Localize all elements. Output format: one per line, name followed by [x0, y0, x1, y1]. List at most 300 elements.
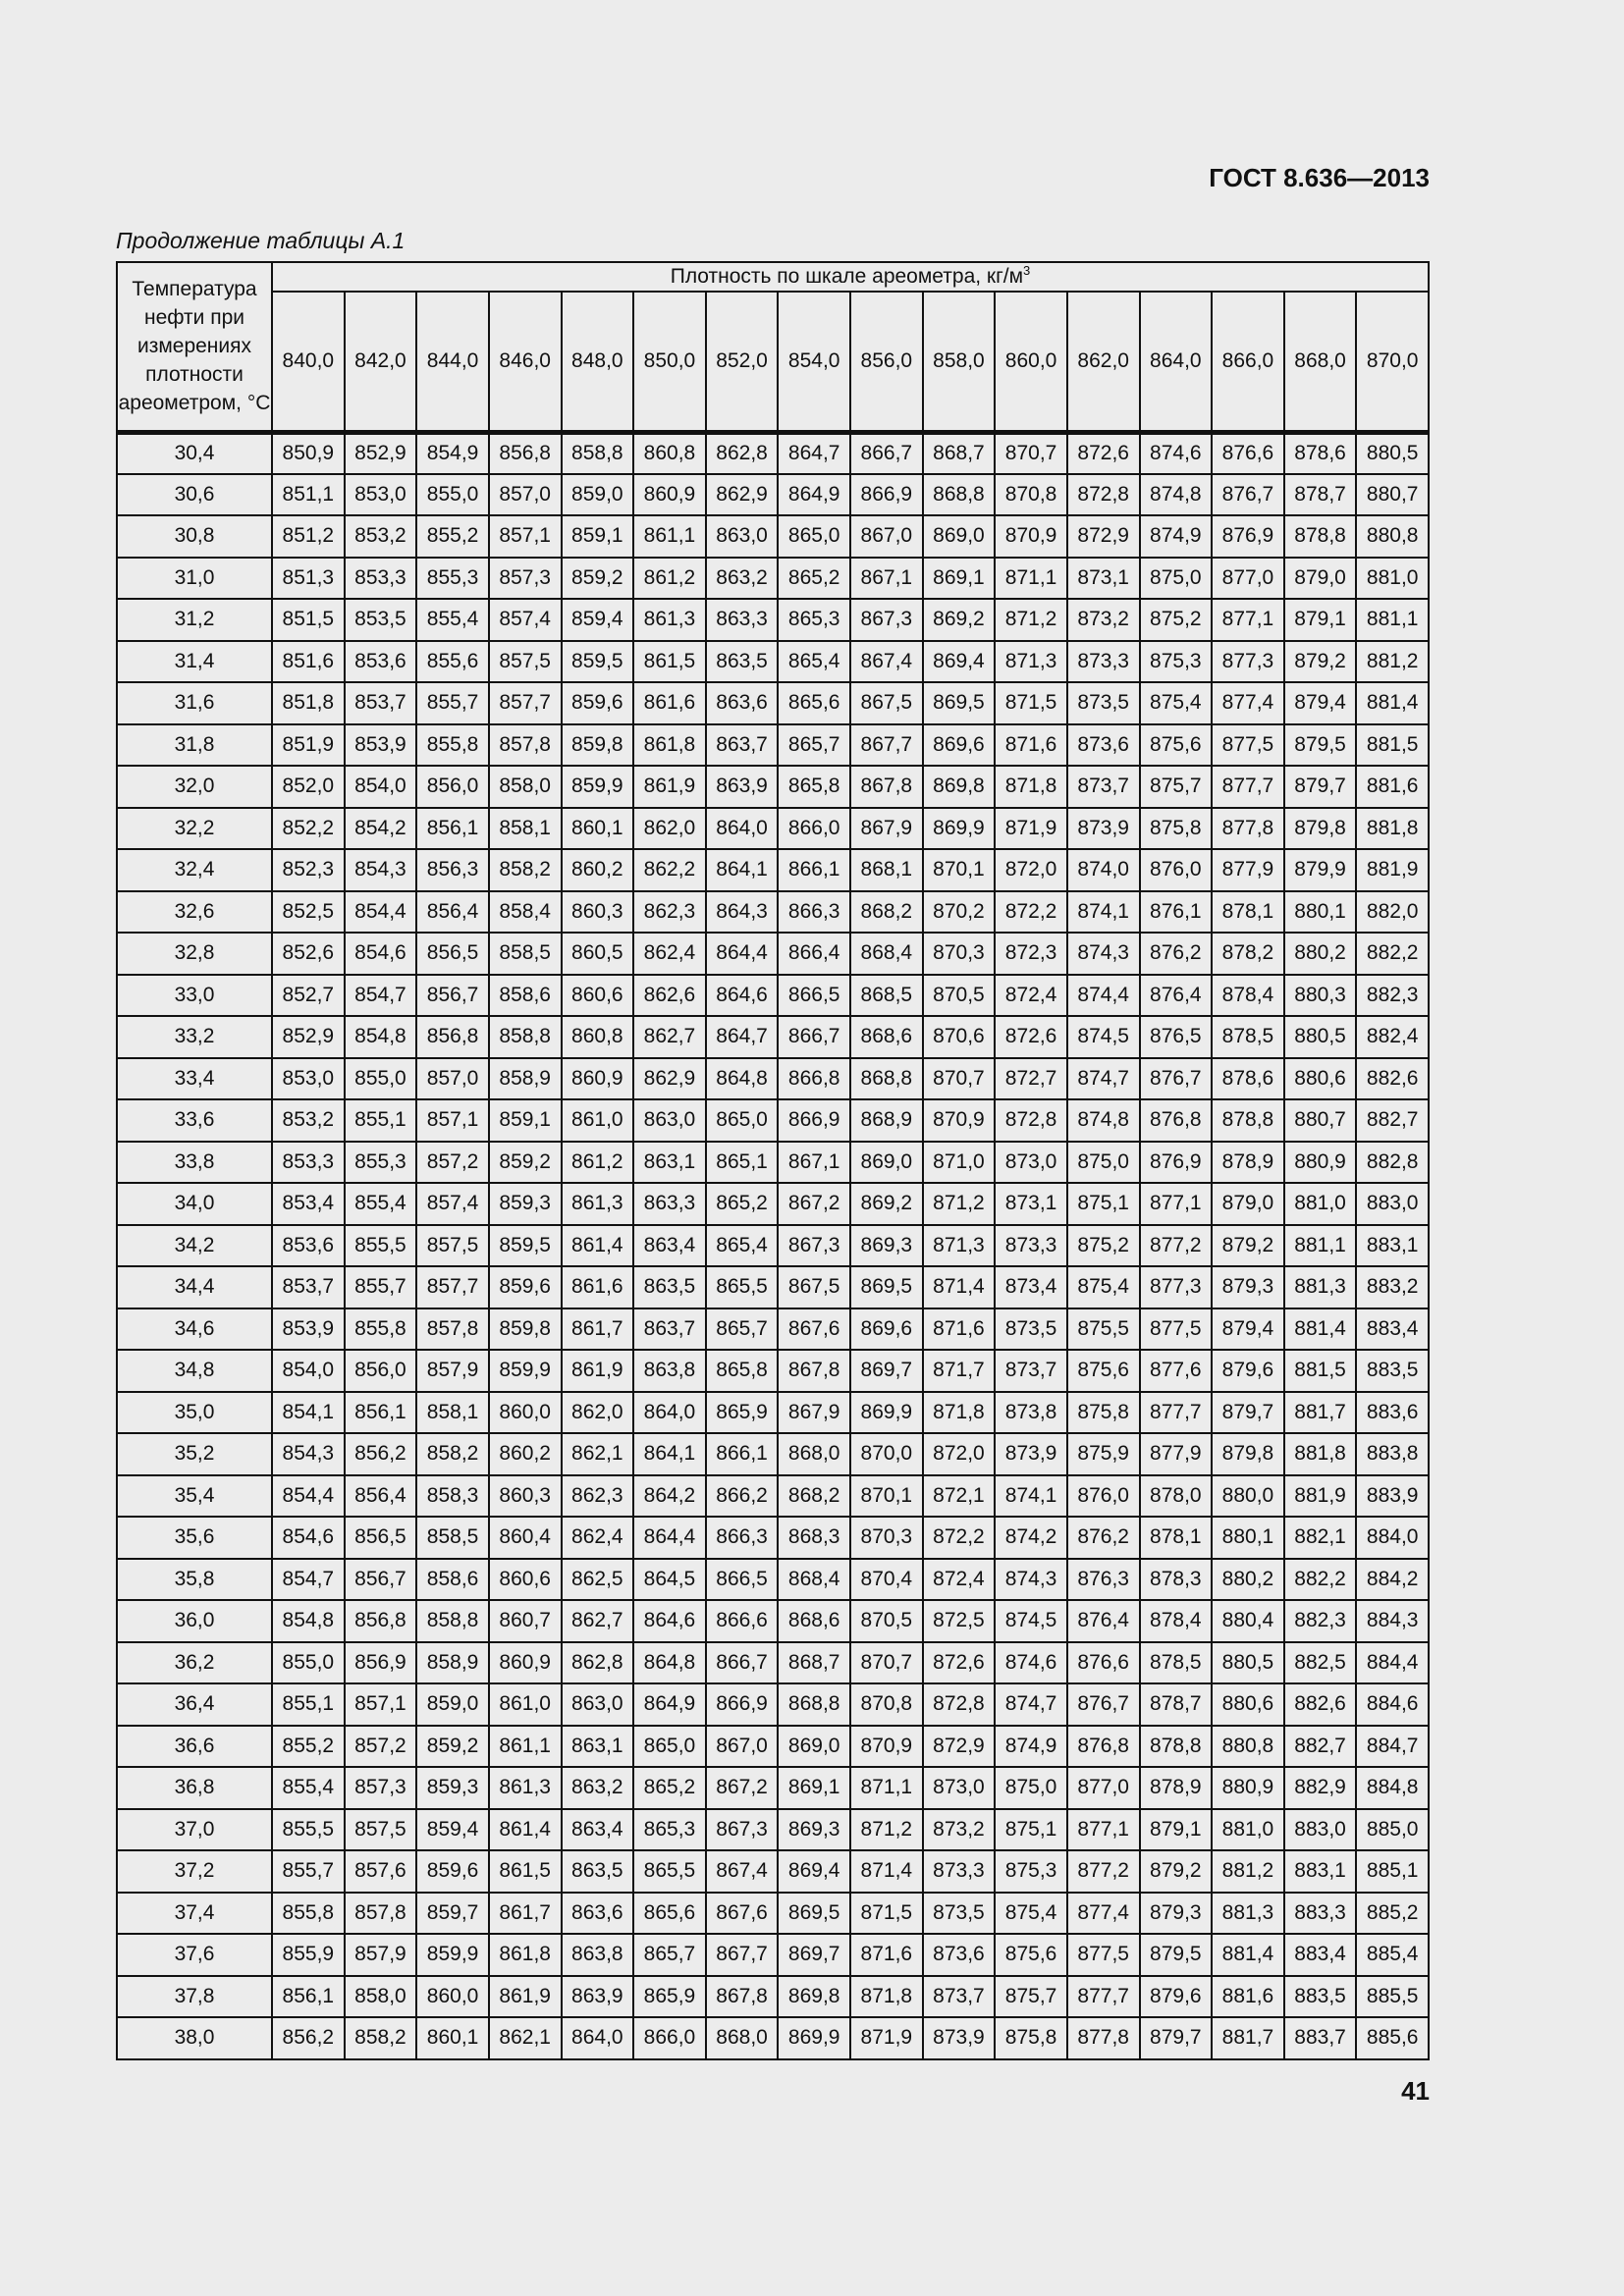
temperature-cell: 36,0: [117, 1600, 272, 1642]
density-cell: 872,0: [923, 1433, 996, 1475]
density-cell: 870,1: [850, 1475, 923, 1518]
density-column-group-header: [272, 262, 1429, 292]
density-cell: 863,3: [633, 1183, 706, 1225]
density-cell: 869,8: [778, 1976, 850, 2018]
temperature-cell: 37,0: [117, 1809, 272, 1851]
density-cell: 859,0: [562, 474, 634, 516]
density-cell: 865,0: [778, 515, 850, 558]
density-cell: 861,3: [562, 1183, 634, 1225]
density-cell: 875,7: [1140, 766, 1213, 808]
density-cell: 884,6: [1356, 1683, 1429, 1726]
density-cell: 859,2: [489, 1142, 562, 1184]
density-cell: 882,5: [1284, 1642, 1357, 1684]
density-cell: 865,9: [633, 1976, 706, 2018]
density-cell: 867,5: [778, 1266, 850, 1308]
density-cell: 858,5: [416, 1517, 489, 1559]
density-cell: 851,9: [272, 724, 345, 767]
density-cell: 875,4: [995, 1893, 1067, 1935]
density-cell: 858,3: [416, 1475, 489, 1518]
density-cell: 868,4: [778, 1559, 850, 1601]
density-cell: 871,1: [995, 558, 1067, 600]
density-cell: 868,0: [706, 2017, 779, 2059]
density-cell: 865,0: [633, 1726, 706, 1768]
density-cell: 879,7: [1212, 1392, 1284, 1434]
density-column-header: 862,0: [1067, 292, 1140, 432]
density-cell: 862,0: [562, 1392, 634, 1434]
density-cell: 871,3: [923, 1225, 996, 1267]
density-cell: 853,7: [345, 682, 417, 724]
density-cell: 870,3: [923, 933, 996, 975]
density-cell: 859,6: [416, 1850, 489, 1893]
temperature-cell: 33,2: [117, 1016, 272, 1058]
density-cell: 858,8: [562, 432, 634, 474]
density-cell: 884,0: [1356, 1517, 1429, 1559]
table-row: [117, 766, 1429, 808]
density-cell: 875,1: [1067, 1183, 1140, 1225]
density-cell: 879,7: [1140, 2017, 1213, 2059]
density-column-header: 864,0: [1140, 292, 1213, 432]
density-cell: 854,7: [345, 975, 417, 1017]
table-row: [117, 515, 1429, 558]
temperature-cell: 31,0: [117, 558, 272, 600]
density-cell: 851,1: [272, 474, 345, 516]
temperature-cell: 36,6: [117, 1726, 272, 1768]
density-cell: 866,5: [706, 1559, 779, 1601]
density-cell: 865,5: [633, 1850, 706, 1893]
density-cell: 874,9: [995, 1726, 1067, 1768]
density-cell: 862,9: [706, 474, 779, 516]
density-cell: 853,0: [272, 1058, 345, 1100]
density-cell: 873,0: [995, 1142, 1067, 1184]
density-cell: 877,5: [1140, 1308, 1213, 1351]
density-cell: 866,4: [778, 933, 850, 975]
table-row: [117, 1266, 1429, 1308]
density-cell: 882,2: [1284, 1559, 1357, 1601]
density-cell: 878,7: [1140, 1683, 1213, 1726]
table-row: [117, 1058, 1429, 1100]
density-cell: 872,8: [923, 1683, 996, 1726]
density-cell: 878,6: [1284, 432, 1357, 474]
density-cell: 873,6: [1067, 724, 1140, 767]
density-cell: 860,0: [489, 1392, 562, 1434]
density-cell: 882,4: [1356, 1016, 1429, 1058]
density-cell: 854,4: [272, 1475, 345, 1518]
table-row: [117, 1183, 1429, 1225]
density-cell: 865,2: [706, 1183, 779, 1225]
density-cell: 853,3: [345, 558, 417, 600]
density-cell: 862,3: [633, 891, 706, 934]
density-cell: 868,1: [850, 849, 923, 891]
density-cell: 853,6: [272, 1225, 345, 1267]
density-column-header: 852,0: [706, 292, 779, 432]
density-cell: 880,9: [1284, 1142, 1357, 1184]
density-cell: 873,4: [995, 1266, 1067, 1308]
density-cell: 876,8: [1140, 1099, 1213, 1142]
density-cell: 859,2: [562, 558, 634, 600]
density-cell: 865,6: [633, 1893, 706, 1935]
density-cell: 856,4: [416, 891, 489, 934]
density-cell: 864,2: [633, 1475, 706, 1518]
density-cell: 875,2: [1140, 599, 1213, 641]
table-row: [117, 1392, 1429, 1434]
density-column-header: 856,0: [850, 292, 923, 432]
temperature-cell: 30,6: [117, 474, 272, 516]
density-cell: 854,6: [345, 933, 417, 975]
density-cell: 883,0: [1284, 1809, 1357, 1851]
density-cell: 855,1: [345, 1099, 417, 1142]
density-cell: 859,8: [562, 724, 634, 767]
density-cell: 864,4: [706, 933, 779, 975]
density-cell: 883,7: [1284, 2017, 1357, 2059]
density-cell: 871,6: [850, 1934, 923, 1976]
density-header-text: Плотность по шкале ареометра, кг/м: [670, 265, 1024, 288]
density-cell: 859,1: [489, 1099, 562, 1142]
density-cell: 866,7: [850, 432, 923, 474]
density-cell: 882,8: [1356, 1142, 1429, 1184]
density-cell: 871,8: [995, 766, 1067, 808]
density-cell: 863,1: [562, 1726, 634, 1768]
density-cell: 861,2: [633, 558, 706, 600]
density-cell: 857,8: [416, 1308, 489, 1351]
density-cell: 872,6: [1067, 432, 1140, 474]
density-cell: 875,7: [995, 1976, 1067, 2018]
density-cell: 871,8: [850, 1976, 923, 2018]
density-cell: 855,7: [272, 1850, 345, 1893]
density-cell: 869,6: [850, 1308, 923, 1351]
density-cell: 863,5: [562, 1850, 634, 1893]
density-cell: 875,1: [995, 1809, 1067, 1851]
density-cell: 880,2: [1284, 933, 1357, 975]
density-cell: 862,7: [633, 1016, 706, 1058]
density-cell: 879,2: [1140, 1850, 1213, 1893]
density-cell: 854,2: [345, 808, 417, 850]
density-cell: 874,3: [995, 1559, 1067, 1601]
table-row: [117, 1475, 1429, 1518]
density-cell: 876,3: [1067, 1559, 1140, 1601]
density-cell: 859,3: [416, 1767, 489, 1809]
table-row: [117, 1308, 1429, 1351]
density-cell: 871,6: [995, 724, 1067, 767]
density-cell: 873,0: [923, 1767, 996, 1809]
density-cell: 853,2: [345, 515, 417, 558]
density-cell: 884,7: [1356, 1726, 1429, 1768]
table-row: [117, 1809, 1429, 1851]
density-cell: 877,7: [1140, 1392, 1213, 1434]
density-cell: 858,0: [345, 1976, 417, 2018]
density-cell: 855,3: [416, 558, 489, 600]
density-cell: 860,6: [562, 975, 634, 1017]
density-cell: 878,0: [1140, 1475, 1213, 1518]
density-cell: 863,5: [706, 641, 779, 683]
density-cell: 855,7: [345, 1266, 417, 1308]
density-cell: 883,5: [1356, 1350, 1429, 1392]
density-cell: 870,7: [923, 1058, 996, 1100]
density-cell: 878,5: [1140, 1642, 1213, 1684]
density-cell: 858,8: [416, 1600, 489, 1642]
density-cell: 872,1: [923, 1475, 996, 1518]
density-cell: 876,9: [1212, 515, 1284, 558]
density-cell: 853,9: [272, 1308, 345, 1351]
density-column-header: 842,0: [345, 292, 417, 432]
density-cell: 877,8: [1212, 808, 1284, 850]
table-row: [117, 474, 1429, 516]
table-row: [117, 1976, 1429, 2018]
density-cell: 873,7: [995, 1350, 1067, 1392]
table-row: [117, 1142, 1429, 1184]
density-cell: 850,9: [272, 432, 345, 474]
density-cell: 883,2: [1356, 1266, 1429, 1308]
density-cell: 869,5: [778, 1893, 850, 1935]
density-cell: 873,1: [1067, 558, 1140, 600]
density-cell: 877,2: [1067, 1850, 1140, 1893]
density-cell: 869,1: [778, 1767, 850, 1809]
density-cell: 859,4: [416, 1809, 489, 1851]
density-cell: 859,1: [562, 515, 634, 558]
density-column-header: 846,0: [489, 292, 562, 432]
density-cell: 881,4: [1284, 1308, 1357, 1351]
temperature-cell: 33,4: [117, 1058, 272, 1100]
density-cell: 856,9: [345, 1642, 417, 1684]
density-cell: 856,8: [345, 1600, 417, 1642]
density-cell: 864,6: [633, 1600, 706, 1642]
density-column-header: 844,0: [416, 292, 489, 432]
density-cell: 859,5: [562, 641, 634, 683]
density-cell: 877,4: [1067, 1893, 1140, 1935]
density-cell: 875,0: [1067, 1142, 1140, 1184]
temperature-cell: 36,8: [117, 1767, 272, 1809]
density-cell: 880,1: [1284, 891, 1357, 934]
density-cell: 863,5: [633, 1266, 706, 1308]
table-row: [117, 1683, 1429, 1726]
density-cell: 871,2: [923, 1183, 996, 1225]
density-cell: 880,6: [1284, 1058, 1357, 1100]
table-row: [117, 1225, 1429, 1267]
density-cell: 860,8: [633, 432, 706, 474]
density-cell: 879,3: [1212, 1266, 1284, 1308]
density-cell: 857,1: [416, 1099, 489, 1142]
density-cell: 866,2: [706, 1475, 779, 1518]
density-cell: 876,4: [1140, 975, 1213, 1017]
table-row: [117, 1559, 1429, 1601]
density-cell: 868,2: [778, 1475, 850, 1518]
density-cell: 877,0: [1067, 1767, 1140, 1809]
temperature-cell: 32,6: [117, 891, 272, 934]
density-cell: 860,3: [489, 1475, 562, 1518]
density-cell: 866,6: [706, 1600, 779, 1642]
density-cell: 881,9: [1284, 1475, 1357, 1518]
density-cell: 877,3: [1212, 641, 1284, 683]
density-cell: 871,9: [850, 2017, 923, 2059]
density-cell: 868,8: [778, 1683, 850, 1726]
density-cell: 875,6: [1140, 724, 1213, 767]
table-row: [117, 1934, 1429, 1976]
density-cell: 873,2: [1067, 599, 1140, 641]
density-cell: 870,3: [850, 1517, 923, 1559]
density-cell: 858,8: [489, 1016, 562, 1058]
temperature-cell: 34,8: [117, 1350, 272, 1392]
density-cell: 872,9: [1067, 515, 1140, 558]
density-cell: 875,8: [995, 2017, 1067, 2059]
density-column-header: 840,0: [272, 292, 345, 432]
density-cell: 852,2: [272, 808, 345, 850]
density-cell: 863,0: [706, 515, 779, 558]
density-cell: 869,7: [778, 1934, 850, 1976]
density-cell: 872,6: [923, 1642, 996, 1684]
density-cell: 861,9: [633, 766, 706, 808]
temperature-cell: 35,4: [117, 1475, 272, 1518]
density-cell: 871,0: [923, 1142, 996, 1184]
density-cell: 868,6: [778, 1600, 850, 1642]
density-cell: 856,4: [345, 1475, 417, 1518]
density-cell: 882,2: [1356, 933, 1429, 975]
density-cell: 872,9: [923, 1726, 996, 1768]
density-cell: 857,4: [489, 599, 562, 641]
density-cell: 876,4: [1067, 1600, 1140, 1642]
density-cell: 868,4: [850, 933, 923, 975]
density-cell: 883,4: [1284, 1934, 1357, 1976]
density-cell: 861,1: [633, 515, 706, 558]
density-cell: 879,9: [1284, 849, 1357, 891]
density-cell: 876,7: [1067, 1683, 1140, 1726]
density-cell: 871,2: [850, 1809, 923, 1851]
density-cell: 868,8: [923, 474, 996, 516]
density-cell: 863,4: [633, 1225, 706, 1267]
temperature-cell: 33,0: [117, 975, 272, 1017]
density-cell: 857,5: [416, 1225, 489, 1267]
density-cell: 868,5: [850, 975, 923, 1017]
density-cell: 880,9: [1212, 1767, 1284, 1809]
density-cell: 866,9: [706, 1683, 779, 1726]
density-cell: 880,8: [1356, 515, 1429, 558]
density-cell: 872,8: [995, 1099, 1067, 1142]
density-cell: 861,7: [562, 1308, 634, 1351]
density-cell: 870,2: [923, 891, 996, 934]
density-cell: 875,3: [995, 1850, 1067, 1893]
density-cell: 857,7: [416, 1266, 489, 1308]
temperature-column-header: Температура нефти при измерениях плотности ареометром, °С: [117, 262, 272, 432]
density-cell: 868,9: [850, 1099, 923, 1142]
density-cell: 863,0: [562, 1683, 634, 1726]
table-header: [117, 262, 1429, 432]
table-caption: Продолжение таблицы А.1: [116, 228, 406, 253]
temperature-cell: 32,8: [117, 933, 272, 975]
temperature-cell: 35,8: [117, 1559, 272, 1601]
temperature-cell: 35,2: [117, 1433, 272, 1475]
temperature-cell: 36,4: [117, 1683, 272, 1726]
density-cell: 861,5: [633, 641, 706, 683]
density-cell: 859,6: [562, 682, 634, 724]
density-cell: 870,0: [850, 1433, 923, 1475]
density-cell: 867,6: [706, 1893, 779, 1935]
density-cell: 872,3: [995, 933, 1067, 975]
density-cell: 856,8: [489, 432, 562, 474]
table-body: [117, 432, 1429, 2059]
density-cell: 874,6: [1140, 432, 1213, 474]
density-cell: 866,5: [778, 975, 850, 1017]
density-cell: 869,9: [778, 2017, 850, 2059]
density-cell: 881,5: [1284, 1350, 1357, 1392]
density-cell: 879,7: [1284, 766, 1357, 808]
density-cell: 875,4: [1140, 682, 1213, 724]
density-cell: 875,5: [1067, 1308, 1140, 1351]
density-cell: 871,5: [995, 682, 1067, 724]
density-cell: 865,4: [778, 641, 850, 683]
density-cell: 883,4: [1356, 1308, 1429, 1351]
density-cell: 857,8: [345, 1893, 417, 1935]
density-cell: 874,5: [995, 1600, 1067, 1642]
density-cell: 882,1: [1284, 1517, 1357, 1559]
density-cell: 855,3: [345, 1142, 417, 1184]
density-cell: 863,7: [633, 1308, 706, 1351]
density-cell: 867,0: [850, 515, 923, 558]
density-cell: 857,5: [489, 641, 562, 683]
density-cell: 857,9: [416, 1350, 489, 1392]
density-cell: 859,3: [489, 1183, 562, 1225]
table-row: [117, 1767, 1429, 1809]
density-cell: 852,9: [272, 1016, 345, 1058]
density-table: [116, 261, 1430, 2060]
density-cell: 881,7: [1212, 2017, 1284, 2059]
density-cell: 879,4: [1284, 682, 1357, 724]
density-cell: 858,5: [489, 933, 562, 975]
density-cell: 863,3: [706, 599, 779, 641]
density-cell: 873,3: [995, 1225, 1067, 1267]
density-cell: 873,6: [923, 1934, 996, 1976]
density-cell: 884,8: [1356, 1767, 1429, 1809]
density-cell: 882,0: [1356, 891, 1429, 934]
density-column-header: 848,0: [562, 292, 634, 432]
density-cell: 873,9: [923, 2017, 996, 2059]
density-cell: 871,1: [850, 1767, 923, 1809]
density-cell: 875,2: [1067, 1225, 1140, 1267]
density-cell: 881,8: [1284, 1433, 1357, 1475]
table-row: [117, 1642, 1429, 1684]
density-cell: 874,4: [1067, 975, 1140, 1017]
density-cell: 877,6: [1140, 1350, 1213, 1392]
density-cell: 878,9: [1212, 1142, 1284, 1184]
density-cell: 878,4: [1212, 975, 1284, 1017]
density-cell: 866,1: [706, 1433, 779, 1475]
density-cell: 880,5: [1212, 1642, 1284, 1684]
page-number: 41: [1401, 2076, 1430, 2106]
density-cell: 854,3: [345, 849, 417, 891]
table-row: [117, 1600, 1429, 1642]
density-cell: 860,7: [489, 1600, 562, 1642]
density-cell: 861,4: [562, 1225, 634, 1267]
density-cell: 880,5: [1356, 432, 1429, 474]
density-cell: 856,5: [345, 1517, 417, 1559]
density-cell: 862,1: [489, 2017, 562, 2059]
density-cell: 877,0: [1212, 558, 1284, 600]
table-row: [117, 849, 1429, 891]
density-cell: 873,9: [1067, 808, 1140, 850]
density-cell: 883,9: [1356, 1475, 1429, 1518]
density-column-header: 866,0: [1212, 292, 1284, 432]
density-cell: 864,0: [706, 808, 779, 850]
density-cell: 857,6: [345, 1850, 417, 1893]
density-cell: 876,6: [1212, 432, 1284, 474]
table-row: [117, 975, 1429, 1017]
density-cell: 857,8: [489, 724, 562, 767]
density-cell: 864,8: [706, 1058, 779, 1100]
density-cell: 876,9: [1140, 1142, 1213, 1184]
density-cell: 858,9: [489, 1058, 562, 1100]
density-cell: 871,5: [850, 1893, 923, 1935]
density-cell: 857,4: [416, 1183, 489, 1225]
density-cell: 878,8: [1140, 1726, 1213, 1768]
density-cell: 862,0: [633, 808, 706, 850]
density-cell: 855,8: [416, 724, 489, 767]
